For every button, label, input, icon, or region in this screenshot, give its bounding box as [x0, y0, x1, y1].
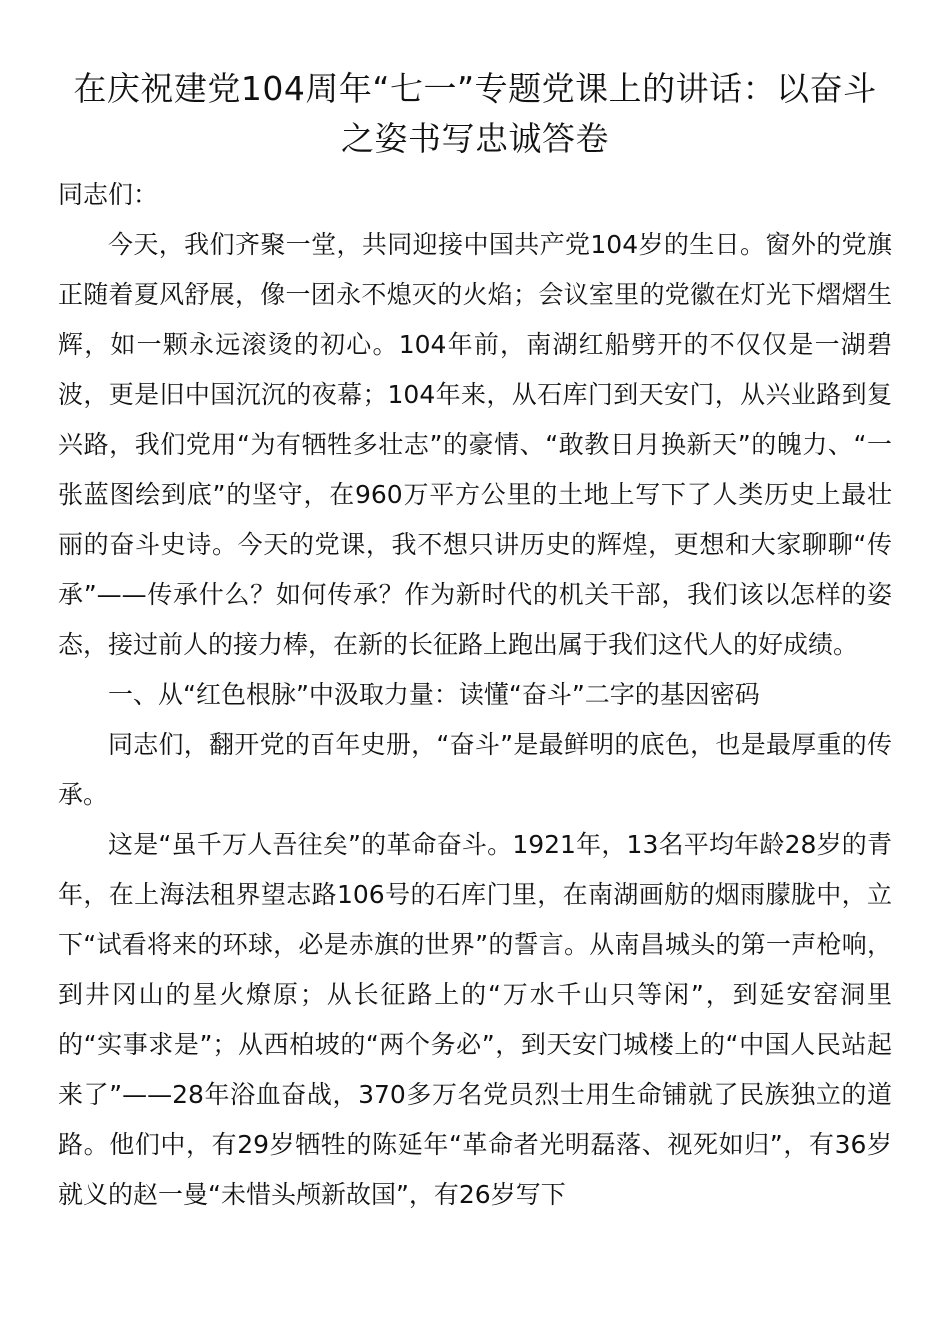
section-paragraph: 同志们，翻开党的百年史册，“奋斗”是最鲜明的底色，也是最厚重的传承。: [58, 730, 892, 809]
document-title: 在庆祝建党104周年“七一”专题党课上的讲话：以奋斗之姿书写忠诚答卷: [73, 69, 877, 158]
intro-paragraph: 今天，我们齐聚一堂，共同迎接中国共产党104岁的生日。窗外的党旗正随着夏风舒展，像一团永不熄灭的火焰；会议室里的党徽在灯光下熠熠生辉，如一颗永远滚烫的初心。104年前，南湖红船劈开的不仅仅是一湖碧波，更是旧中国沉沉的夜幕；104年来，从石库门到天安门，从兴业路到复兴路，我们党用“为有牺牲多壮志”的豪情、“敢教日月换新天”的魄力、“一张蓝图绘到底”的坚守，在960万平方公里的土地上写下了人类历史上最壮丽的奋斗史诗。今天的党课，我不想只讲历史的辉煌，更想和大家聊聊“传承”——传承什么？如何传承？作为新时代的机关干部，我们该以怎样的姿态，接过前人的接力棒，在新的长征路上跑出属于我们这代人的好成绩。: [58, 230, 892, 659]
section-heading: 一、从“红色根脉”中汲取力量：读懂“奋斗”二字的基因密码: [108, 680, 760, 709]
greeting: 同志们：: [58, 180, 159, 209]
section-paragraph: 这是“虽千万人吾往矣”的革命奋斗。1921年，13名平均年龄28岁的青年，在上海法租界望志路106号的石库门里，在南湖画舫的烟雨朦胧中，立下“试看将来的环球，必是赤旗的世界”的誓言。从南昌城头的第一声枪响，到井冈山的星火燎原；从长征路上的“万水千山只等闲”，到延安窑洞里的“实事求是”；从西柏坡的“两个务必”，到天安门城楼上的“中国人民站起来了”——28年浴血奋战，370多万名党员烈士用生命铺就了民族独立的道路。他们中，有29岁牺牲的陈延年“革命者光明磊落、视死如归”，有36岁就义的赵一曼“未惜头颅新故国”，有26岁写下: [58, 830, 892, 1209]
